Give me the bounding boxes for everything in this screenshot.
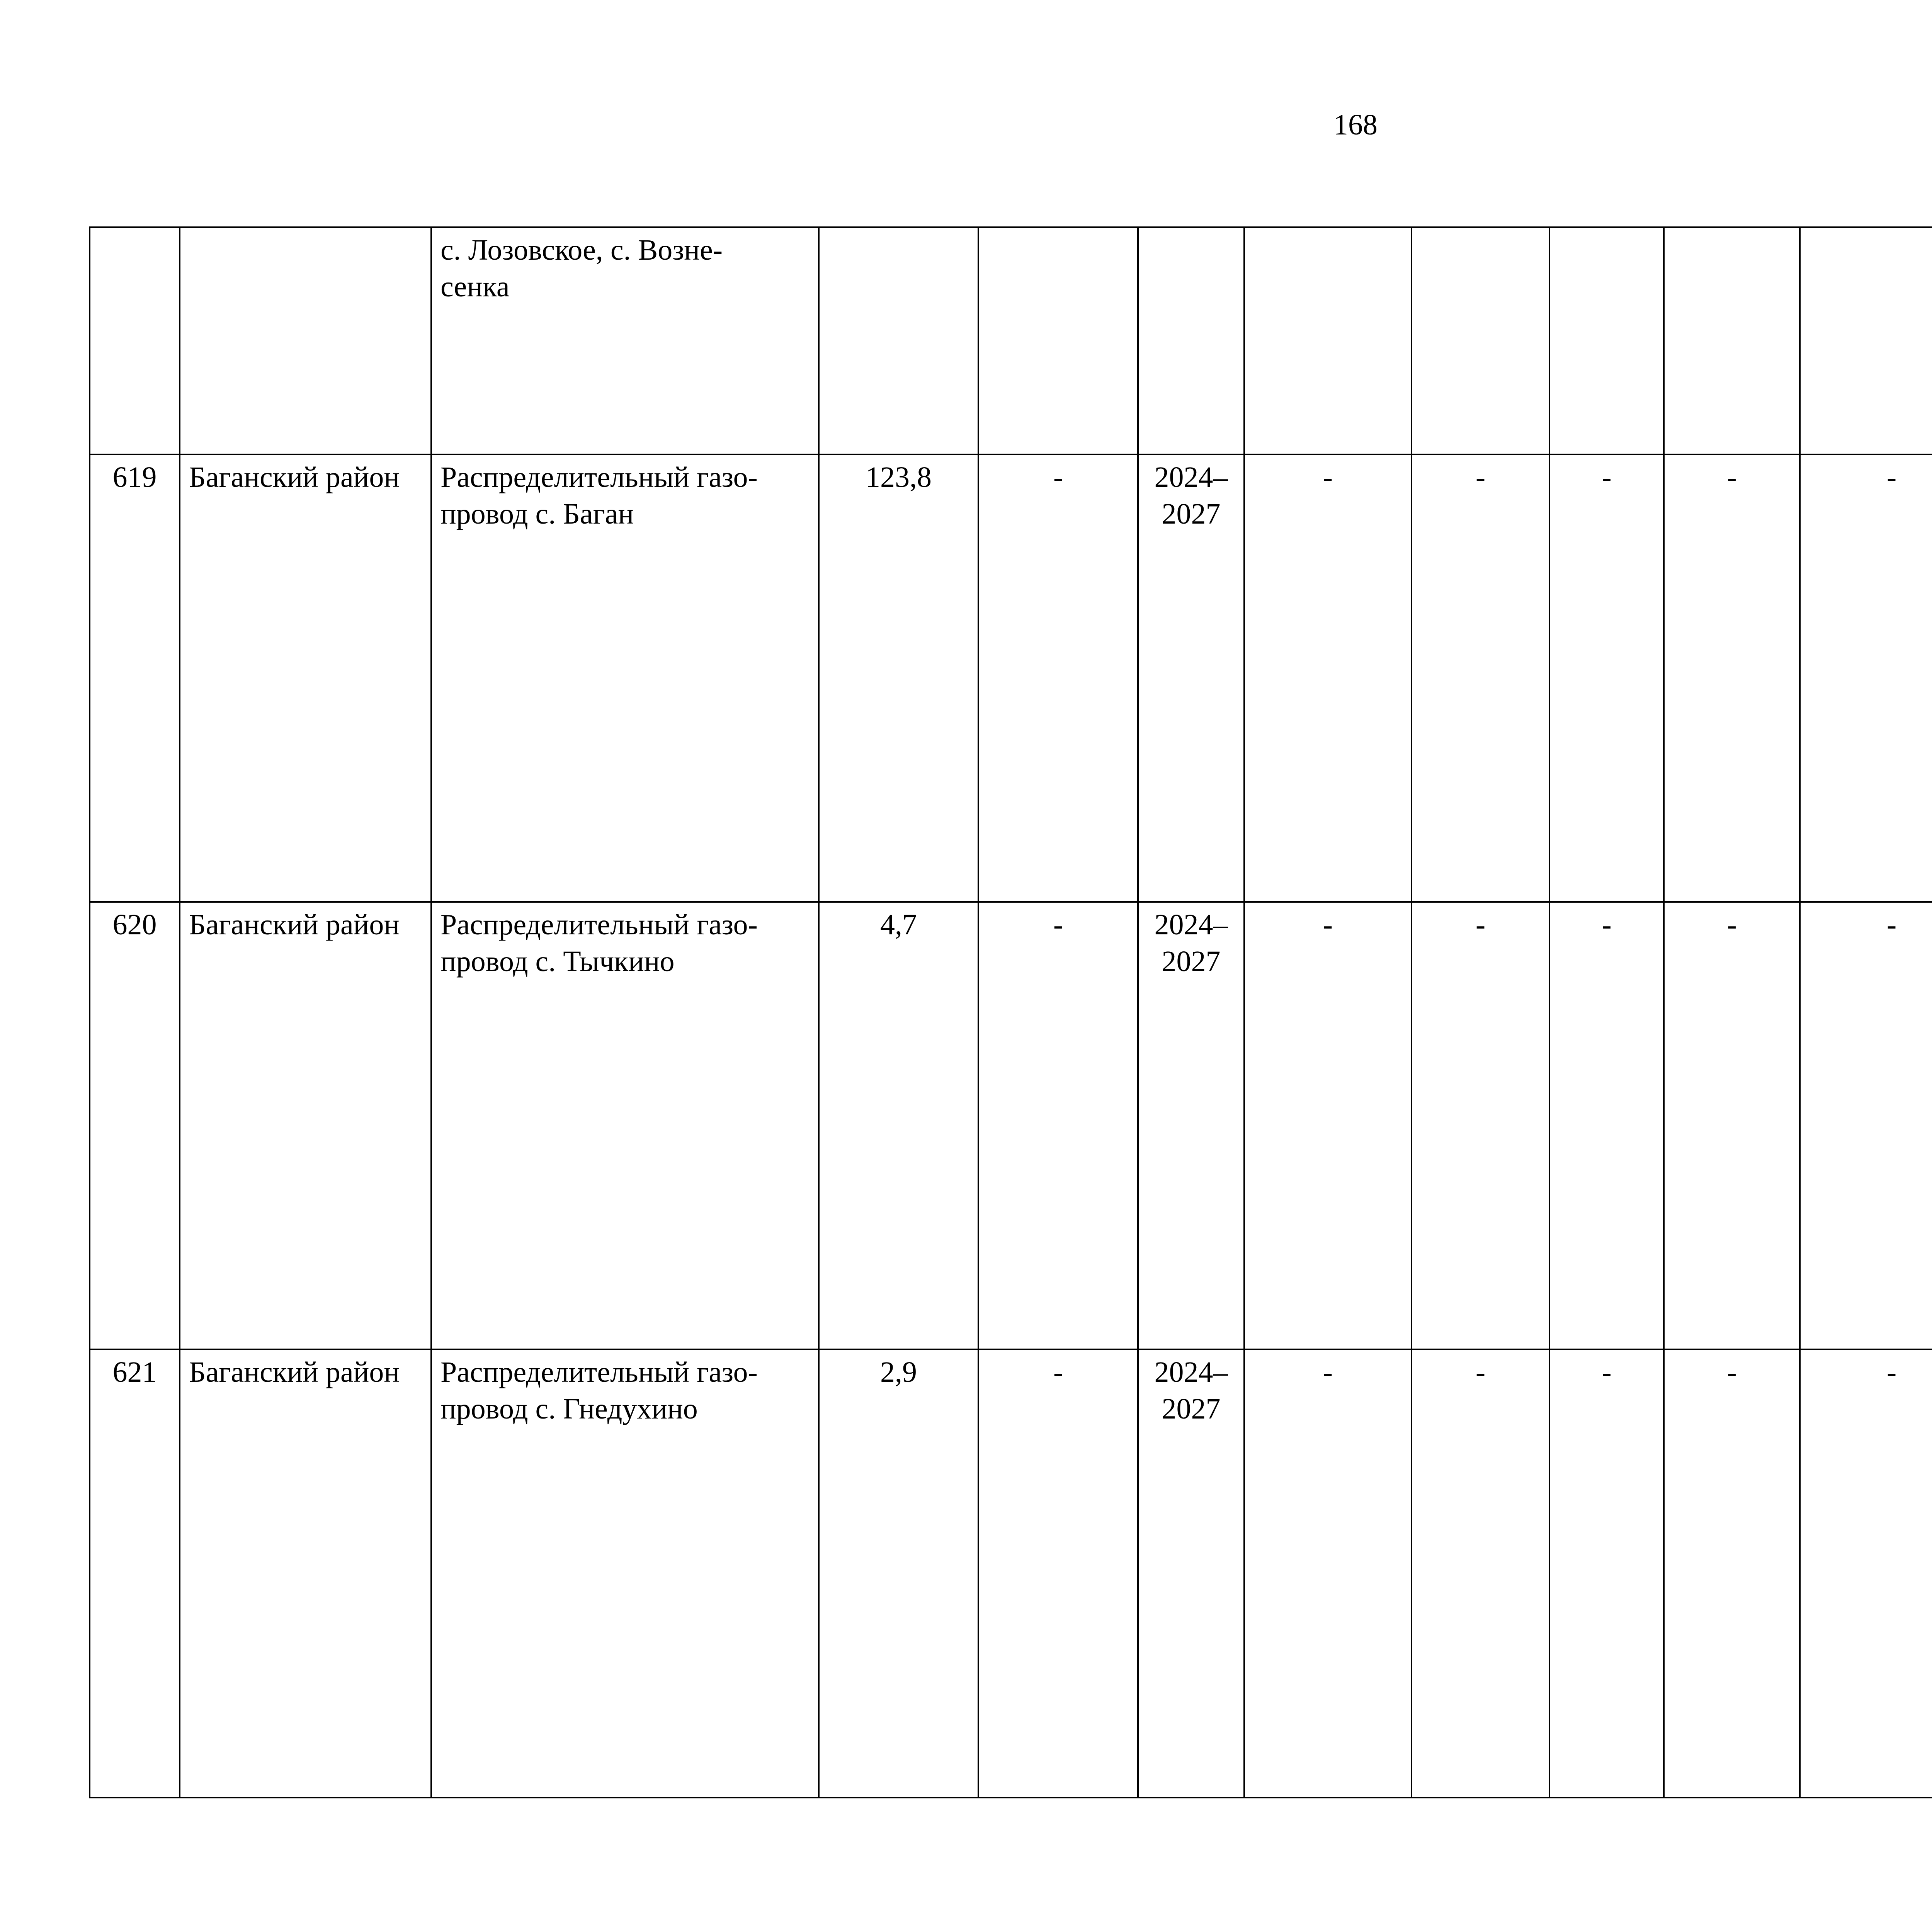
cell-col10: - (1664, 454, 1800, 902)
cell-col7: - (1244, 902, 1412, 1349)
cell-object: Распределительный газо- провод с. Баган (431, 454, 819, 902)
cell-col9: - (1549, 1349, 1664, 1798)
cell-number: 620 (90, 902, 180, 1349)
cell-object: Распределительный газо- провод с. Гнедухино (431, 1349, 819, 1798)
cell-col11: - (1800, 1349, 1932, 1798)
cell-col10: - (1664, 1349, 1800, 1798)
cell-col8: - (1412, 902, 1549, 1349)
cell-period: 2024– 2027 (1138, 902, 1244, 1349)
cell-col9: - (1549, 902, 1664, 1349)
cell-district: Баганский район (180, 454, 431, 902)
cell-period: 2024– 2027 (1138, 1349, 1244, 1798)
table-row (90, 902, 1932, 1349)
cell-length: 4,7 (819, 902, 978, 1349)
cell-col10: - (1664, 902, 1800, 1349)
cell-col7: - (1244, 454, 1412, 902)
cell-col11: - (1800, 454, 1932, 902)
cell-col5: - (978, 902, 1138, 1349)
cell-col8: - (1412, 454, 1549, 902)
cell-object: Распределительный газо- провод с. Тычкино (431, 902, 819, 1349)
cell-district: Баганский район (180, 902, 431, 1349)
cell-number: 621 (90, 1349, 180, 1798)
cell-col9: - (1549, 454, 1664, 902)
cell-col11: - (1800, 902, 1932, 1349)
cell-col11 (1800, 227, 1932, 454)
cell-col8 (1412, 227, 1549, 454)
cell-col8: - (1412, 1349, 1549, 1798)
cell-col7 (1244, 227, 1412, 454)
table-row (90, 454, 1932, 902)
cell-col5: - (978, 1349, 1138, 1798)
cell-period: 2024– 2027 (1138, 454, 1244, 902)
cell-length: 123,8 (819, 454, 978, 902)
cell-col5 (978, 227, 1138, 454)
cell-col5: - (978, 454, 1138, 902)
table-row (90, 1349, 1932, 1798)
cell-col9 (1549, 227, 1664, 454)
page-number: 168 (1333, 109, 1378, 141)
table-row (90, 227, 1932, 454)
cell-length (819, 227, 978, 454)
cell-district: Баганский район (180, 1349, 431, 1798)
cell-period (1138, 227, 1244, 454)
cell-object: с. Лозовское, с. Возне- сенка (431, 227, 819, 454)
cell-number: 619 (90, 454, 180, 902)
cell-number (90, 227, 180, 454)
cell-length: 2,9 (819, 1349, 978, 1798)
cell-col7: - (1244, 1349, 1412, 1798)
data-table (89, 226, 1932, 1798)
cell-col10 (1664, 227, 1800, 454)
cell-district (180, 227, 431, 454)
